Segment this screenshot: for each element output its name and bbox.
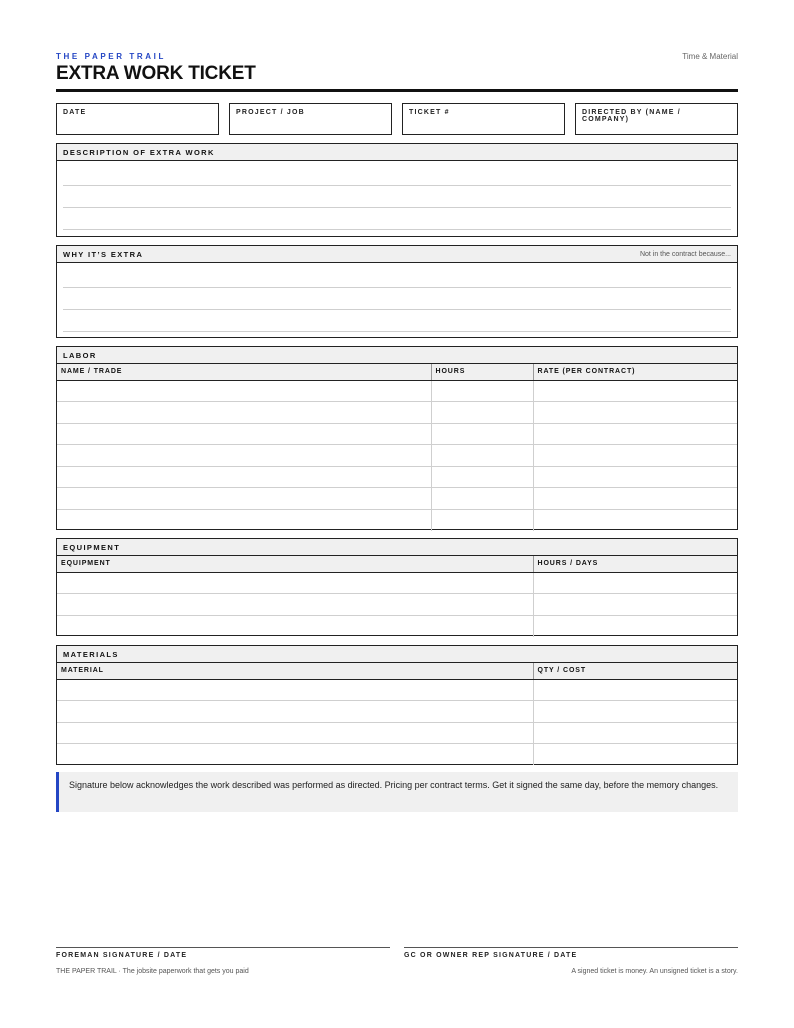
date-field-label: DATE bbox=[63, 109, 87, 116]
equipment-title: EQUIPMENT bbox=[63, 542, 121, 552]
table-cell[interactable] bbox=[57, 466, 431, 488]
why-extra-section bbox=[56, 245, 738, 338]
extra-work-ticket-page bbox=[56, 0, 738, 1028]
table-cell[interactable] bbox=[533, 722, 737, 744]
table-cell[interactable] bbox=[533, 423, 737, 445]
table-cell[interactable] bbox=[533, 445, 737, 467]
table-cell[interactable] bbox=[57, 572, 533, 594]
table-row bbox=[57, 679, 737, 701]
table-cell[interactable] bbox=[533, 744, 737, 766]
ticket-number-field-label: TICKET # bbox=[409, 109, 450, 116]
table-cell[interactable] bbox=[533, 466, 737, 488]
table-cell[interactable] bbox=[57, 445, 431, 467]
page-title: EXTRA WORK TICKET bbox=[56, 63, 256, 84]
labor-title: LABOR bbox=[63, 350, 97, 360]
table-cell[interactable] bbox=[57, 679, 533, 701]
materials-header bbox=[57, 646, 737, 663]
table-cell[interactable] bbox=[533, 594, 737, 616]
table-row bbox=[57, 744, 737, 766]
column-header-qty-cost: QTY / COST bbox=[533, 663, 737, 679]
project-job-field-label: PROJECT / JOB bbox=[236, 109, 305, 116]
equipment-header bbox=[57, 539, 737, 556]
table-row bbox=[57, 488, 737, 510]
table-row bbox=[57, 466, 737, 488]
table-cell[interactable] bbox=[57, 615, 533, 637]
materials-table-header-row bbox=[57, 663, 737, 679]
materials-table bbox=[57, 663, 737, 765]
title-divider bbox=[56, 89, 738, 92]
materials-section bbox=[56, 645, 738, 765]
table-cell[interactable] bbox=[57, 509, 431, 531]
foreman-signature-line[interactable]: FOREMAN SIGNATURE / DATE bbox=[56, 947, 390, 959]
table-row bbox=[57, 423, 737, 445]
equipment-section bbox=[56, 538, 738, 636]
table-cell[interactable] bbox=[431, 423, 533, 445]
table-cell[interactable] bbox=[431, 445, 533, 467]
description-header bbox=[57, 144, 737, 161]
table-row bbox=[57, 594, 737, 616]
column-header-hours: HOURS bbox=[431, 364, 533, 380]
table-row bbox=[57, 402, 737, 424]
why-extra-title: WHY IT’S EXTRA bbox=[63, 249, 144, 259]
signature-notice: Signature below acknowledges the work described was performed as directed. Pricing per contract terms. Get it signed the same day, before the memory changes. bbox=[56, 772, 738, 812]
table-cell[interactable] bbox=[57, 488, 431, 510]
ticket-number-field[interactable] bbox=[402, 103, 565, 135]
table-cell[interactable] bbox=[533, 380, 737, 402]
why-extra-note: Not in the contract because... bbox=[639, 250, 731, 258]
table-cell[interactable] bbox=[533, 701, 737, 723]
directed-by-field-label: DIRECTED BY (NAME / COMPANY) bbox=[582, 109, 681, 123]
table-cell[interactable] bbox=[57, 722, 533, 744]
table-cell[interactable] bbox=[533, 402, 737, 424]
labor-table-header-row bbox=[57, 364, 737, 380]
table-cell[interactable] bbox=[533, 572, 737, 594]
gc-owner-signature-line[interactable]: GC OR OWNER REP SIGNATURE / DATE bbox=[404, 947, 738, 959]
project-job-field[interactable] bbox=[229, 103, 392, 135]
column-header-name-trade: NAME / TRADE bbox=[57, 364, 431, 380]
table-row bbox=[57, 380, 737, 402]
table-cell[interactable] bbox=[533, 615, 737, 637]
writing-line[interactable] bbox=[63, 229, 731, 230]
table-cell[interactable] bbox=[533, 488, 737, 510]
table-row bbox=[57, 722, 737, 744]
table-cell[interactable] bbox=[431, 402, 533, 424]
column-header-equipment: EQUIPMENT bbox=[57, 556, 533, 572]
labor-table bbox=[57, 364, 737, 531]
table-row bbox=[57, 615, 737, 637]
table-cell[interactable] bbox=[57, 423, 431, 445]
column-header-rate: RATE (PER CONTRACT) bbox=[533, 364, 737, 380]
footer-slogan: A signed ticket is money. An unsigned ticket is a story. bbox=[571, 968, 738, 975]
writing-line[interactable] bbox=[63, 309, 731, 310]
equipment-table bbox=[57, 556, 737, 637]
column-header-hours-days: HOURS / DAYS bbox=[533, 556, 737, 572]
table-row bbox=[57, 701, 737, 723]
equipment-table-header-row bbox=[57, 556, 737, 572]
materials-title: MATERIALS bbox=[63, 649, 119, 659]
table-cell[interactable] bbox=[533, 679, 737, 701]
writing-line[interactable] bbox=[63, 185, 731, 186]
description-section bbox=[56, 143, 738, 237]
table-cell[interactable] bbox=[57, 594, 533, 616]
document-type: Time & Material bbox=[682, 52, 738, 61]
writing-line[interactable] bbox=[63, 287, 731, 288]
table-cell[interactable] bbox=[431, 488, 533, 510]
table-cell[interactable] bbox=[57, 402, 431, 424]
date-field[interactable] bbox=[56, 103, 219, 135]
labor-header bbox=[57, 347, 737, 364]
table-cell[interactable] bbox=[57, 380, 431, 402]
table-cell[interactable] bbox=[57, 744, 533, 766]
description-title: DESCRIPTION OF EXTRA WORK bbox=[63, 147, 215, 157]
table-cell[interactable] bbox=[431, 466, 533, 488]
table-cell[interactable] bbox=[431, 380, 533, 402]
why-extra-header bbox=[57, 246, 737, 263]
directed-by-field[interactable] bbox=[575, 103, 738, 135]
labor-section bbox=[56, 346, 738, 530]
brand-name: THE PAPER TRAIL bbox=[56, 52, 166, 61]
writing-line[interactable] bbox=[63, 207, 731, 208]
writing-line[interactable] bbox=[63, 331, 731, 332]
table-cell[interactable] bbox=[533, 509, 737, 531]
table-row bbox=[57, 445, 737, 467]
table-cell[interactable] bbox=[57, 701, 533, 723]
table-row bbox=[57, 572, 737, 594]
table-row bbox=[57, 509, 737, 531]
footer-brand-tagline: THE PAPER TRAIL · The jobsite paperwork that gets you paid bbox=[56, 968, 249, 975]
column-header-material: MATERIAL bbox=[57, 663, 533, 679]
table-cell[interactable] bbox=[431, 509, 533, 531]
